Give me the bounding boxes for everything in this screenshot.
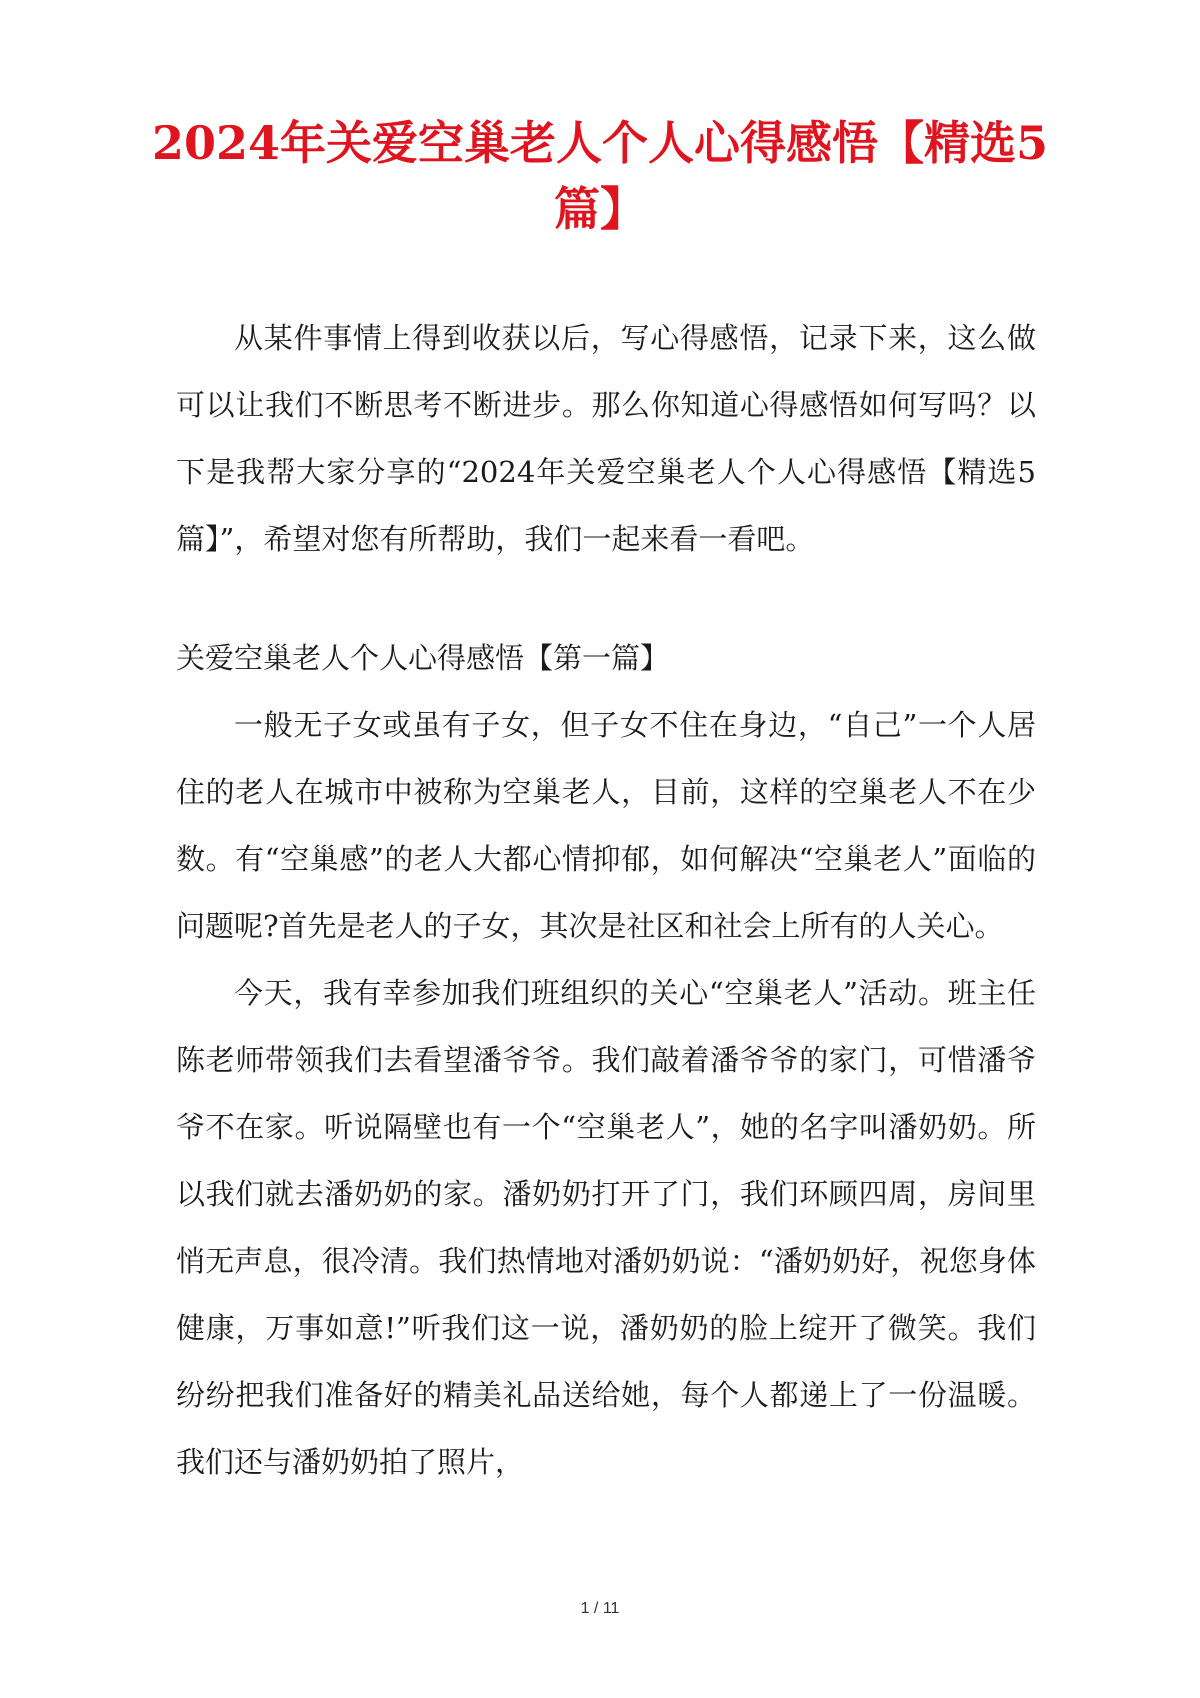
document-body <box>176 305 1036 1496</box>
spacer <box>176 573 1036 625</box>
document-title: 2024年关爱空巢老人个人心得感悟【精选5篇】 <box>151 116 1049 236</box>
section-heading: 关爱空巢老人个人心得感悟【第一篇】 <box>176 641 670 675</box>
body-paragraph: 今天，我有幸参加我们班组织的关心“空巢老人”活动。班主任陈老师带领我们去看望潘爷爷。我们敲着潘爷爷的家门，可惜潘爷爷不在家。听说隔壁也有一个“空巢老人”，她的名字叫潘奶奶。所以我们就去潘奶奶的家。潘奶奶打开了门，我们环顾四周，房间里悄无声息，很冷清。我们热情地对潘奶奶说：“潘奶奶好，祝您身体健康，万事如意!”听我们这一说，潘奶奶的脸上绽开了微笑。我们纷纷把我们准备好的精美礼品送给她，每个人都递上了一份温暖。我们还与潘奶奶拍了照片， <box>176 976 1036 1479</box>
intro-paragraph: 从某件事情上得到收获以后，写心得感悟，记录下来，这么做可以让我们不断思考不断进步。那么你知道心得感悟如何写吗？以下是我帮大家分享的“2024年关爱空巢老人个人心得感悟【精选5篇】”，希望对您有所帮助，我们一起来看一看吧。 <box>176 321 1036 556</box>
page-indicator: 1 / 11 <box>580 1600 620 1617</box>
body-paragraph: 一般无子女或虽有子女，但子女不住在身边，“自己”一个人居住的老人在城市中被称为空巢老人，目前，这样的空巢老人不在少数。有“空巢感”的老人大都心情抑郁，如何解决“空巢老人”面临的问题呢?首先是老人的子女，其次是社区和社会上所有的人关心。 <box>176 708 1036 943</box>
